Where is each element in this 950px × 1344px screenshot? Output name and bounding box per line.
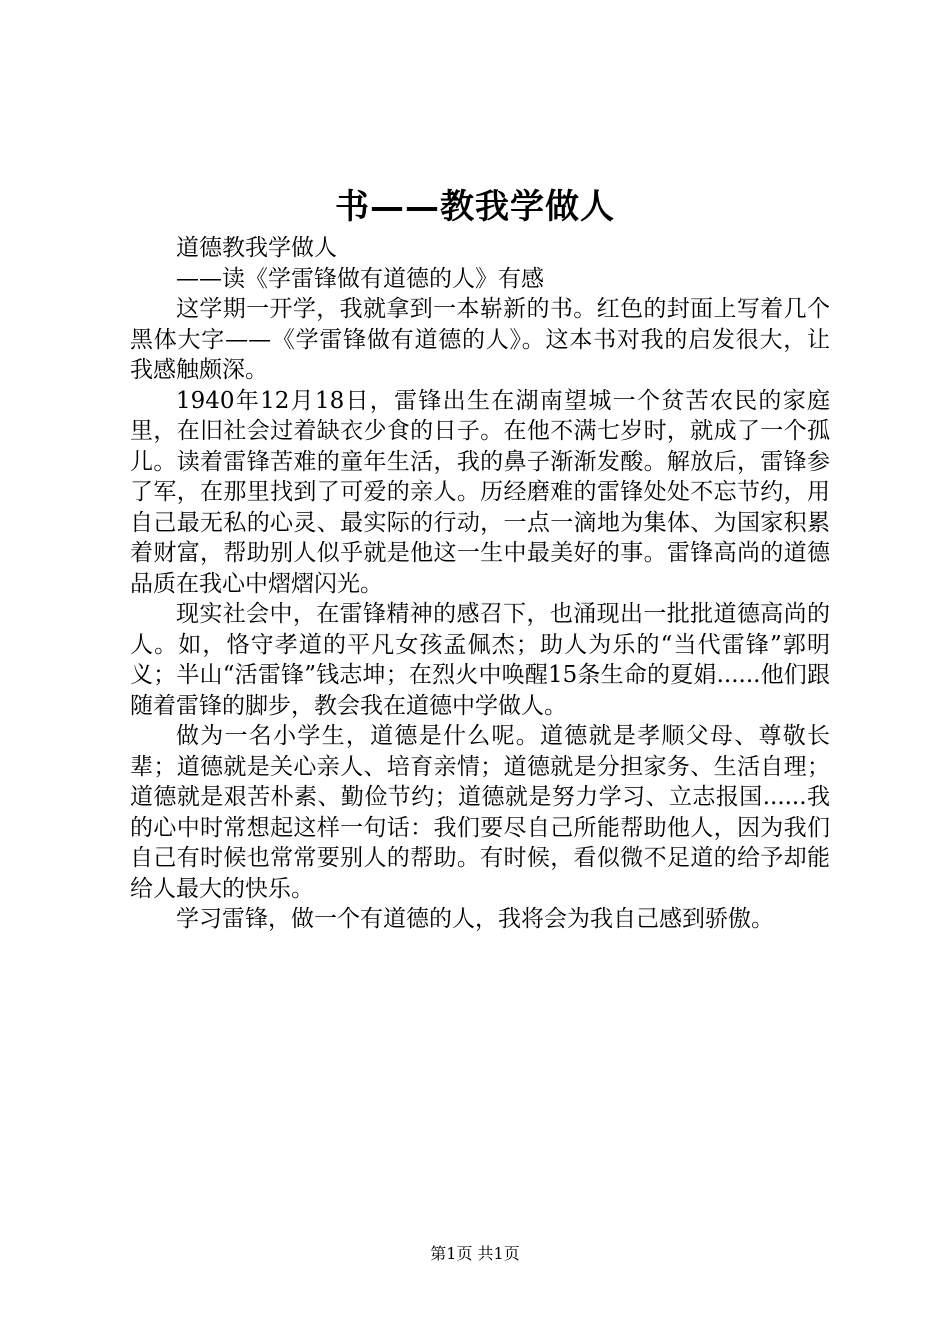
paragraph-subtitle: 道德教我学做人	[176, 235, 337, 261]
document-body	[130, 233, 830, 935]
paragraph-subheading: ——读《学雷锋做有道德的人》有感	[176, 265, 544, 292]
paragraph: 1940年12月18日，雷锋出生在湖南望城一个贫苦农民的家庭里，在旧社会过着缺衣少食的日子。在他不满七岁时，就成了一个孤儿。读着雷锋苦难的童年生活，我的鼻子渐渐发酸。解放后，雷锋参了军，在那里找到了可爱的亲人。历经磨难的雷锋处处不忘节约，用自己最无私的心灵、最实际的行动，一点一滴地为集体、为国家积累着财富，帮助别人似乎就是他这一生中最美好的事。雷锋高尚的道德品质在我心中熠熠闪光。	[130, 387, 830, 597]
paragraph: 这学期一开学，我就拿到一本崭新的书。红色的封面上写着几个黑体大字——《学雷锋做有道德的人》。这本书对我的启发很大，让我感触颇深。	[130, 296, 830, 383]
paragraph: 做为一名小学生，道德是什么呢。道德就是孝顺父母、尊敬长辈；道德就是关心亲人、培育亲情；道德就是分担家务、生活自理；道德就是艰苦朴素、勤俭节约；道德就是努力学习、立志报国......我的心中时常想起这样一句话：我们要尽自己所能帮助他人，因为我们自己有时候也常常要别人的帮助。有时候，看似微不足道的给予却能给人最大的快乐。	[130, 723, 830, 902]
paragraph: 学习雷锋，做一个有道德的人，我将会为我自己感到骄傲。	[176, 906, 774, 932]
document-title: 书——教我学做人	[335, 187, 615, 227]
page-footer: 第1页 共1页	[430, 1244, 520, 1263]
paragraph: 现实社会中，在雷锋精神的感召下，也涌现出一批批道德高尚的人。如，恪守孝道的平凡女孩孟佩杰；助人为乐的“当代雷锋”郭明义；半山“活雷锋”钱志坤；在烈火中唤醒15条生命的夏娟......他们跟随着雷锋的脚步，教会我在道德中学做人。	[130, 601, 830, 719]
